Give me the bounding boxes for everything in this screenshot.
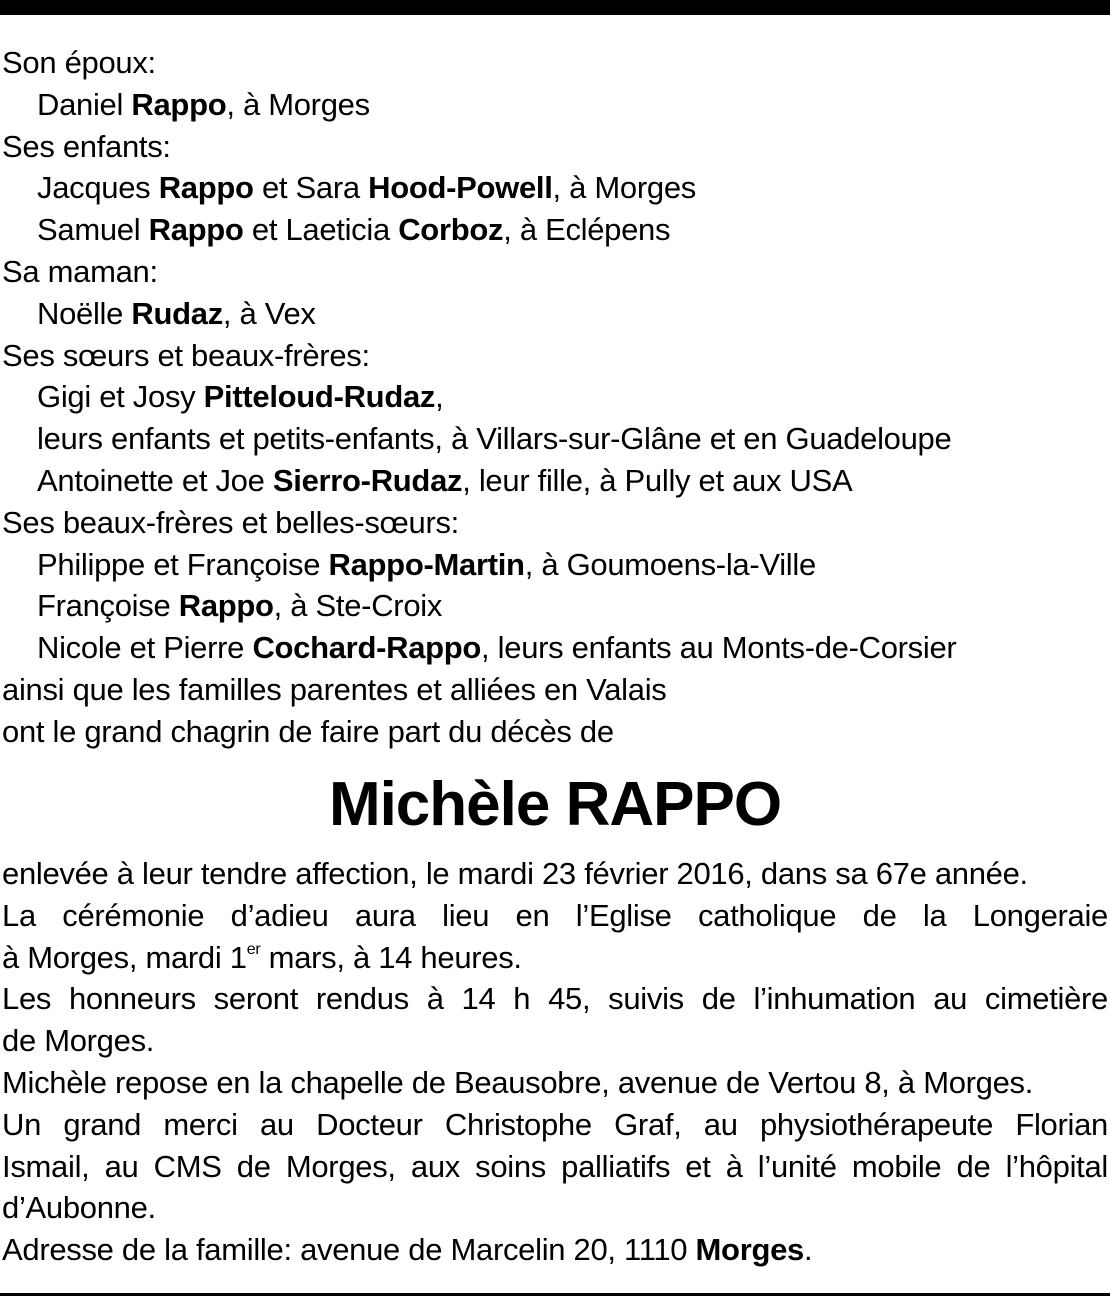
sisters-heading: Ses sœurs et beaux-frères:	[2, 337, 370, 373]
spouse-entry: Daniel Rappo, à Morges	[37, 86, 370, 122]
deceased-name: Michèle RAPPO	[328, 770, 782, 839]
body-line: d’Aubonne.	[2, 1190, 156, 1226]
top-rule	[0, 0, 1110, 15]
notice-body	[2, 853, 1108, 1271]
sister-entry: Gigi et Josy Pitteloud-Rudaz,	[37, 379, 444, 415]
ordinal-superscript: er	[246, 941, 261, 959]
family-address: Adresse de la famille: avenue de Marcelin 20, 1110 Morges.	[2, 1232, 813, 1268]
body-line: à Morges, mardi 1er mars, à 14 heures.	[2, 939, 522, 975]
mother-heading: Sa maman:	[2, 253, 158, 289]
mother-entry: Noëlle Rudaz, à Vex	[37, 295, 316, 331]
body-line: de Morges.	[2, 1023, 155, 1059]
child-entry: Jacques Rappo et Sara Hood-Powell, à Morges	[37, 170, 696, 206]
sister-entry: Antoinette et Joe Sierro-Rudaz, leur fille, à Pully et aux USA	[37, 462, 853, 498]
spouse-heading: Son époux:	[2, 45, 156, 80]
family-list	[2, 42, 1108, 753]
inlaws-heading: Ses beaux-frères et belles-sœurs:	[2, 504, 459, 540]
children-heading: Ses enfants:	[2, 128, 171, 164]
child-entry: Samuel Rappo et Laeticia Corboz, à Eclépens	[37, 212, 671, 248]
body-line: Les honneurs seront rendus à 14 h 45, suivis de l’inhumation au cimetière	[2, 981, 1108, 1017]
body-line: Ismail, au CMS de Morges, aux soins palliatifs et à l’unité mobile de l’hôpital	[2, 1148, 1108, 1184]
body-line: Michèle repose en la chapelle de Beausobre, avenue de Vertou 8, à Morges.	[2, 1064, 1034, 1100]
sister-entry-continued: leurs enfants et petits-enfants, à Villars-sur-Glâne et en Guadeloupe	[37, 421, 952, 457]
closing-line: ont le grand chagrin de faire part du décès de	[2, 713, 614, 749]
body-line: enlevée à leur tendre affection, le mardi 23 février 2016, dans sa 67e année.	[2, 856, 1028, 891]
body-line: La cérémonie d’adieu aura lieu en l’Eglise catholique de la Longeraie	[2, 897, 1108, 933]
closing-line: ainsi que les familles parentes et alliées en Valais	[2, 671, 667, 707]
inlaw-entry: Nicole et Pierre Cochard-Rappo, leurs enfants au Monts-de-Corsier	[37, 630, 957, 666]
bottom-rule	[0, 1293, 1110, 1296]
inlaw-entry: Françoise Rappo, à Ste-Croix	[37, 588, 443, 624]
inlaw-entry: Philippe et Françoise Rappo-Martin, à Goumoens-la-Ville	[37, 546, 816, 582]
body-line: Un grand merci au Docteur Christophe Graf, au physiothérapeute Florian	[2, 1106, 1108, 1142]
